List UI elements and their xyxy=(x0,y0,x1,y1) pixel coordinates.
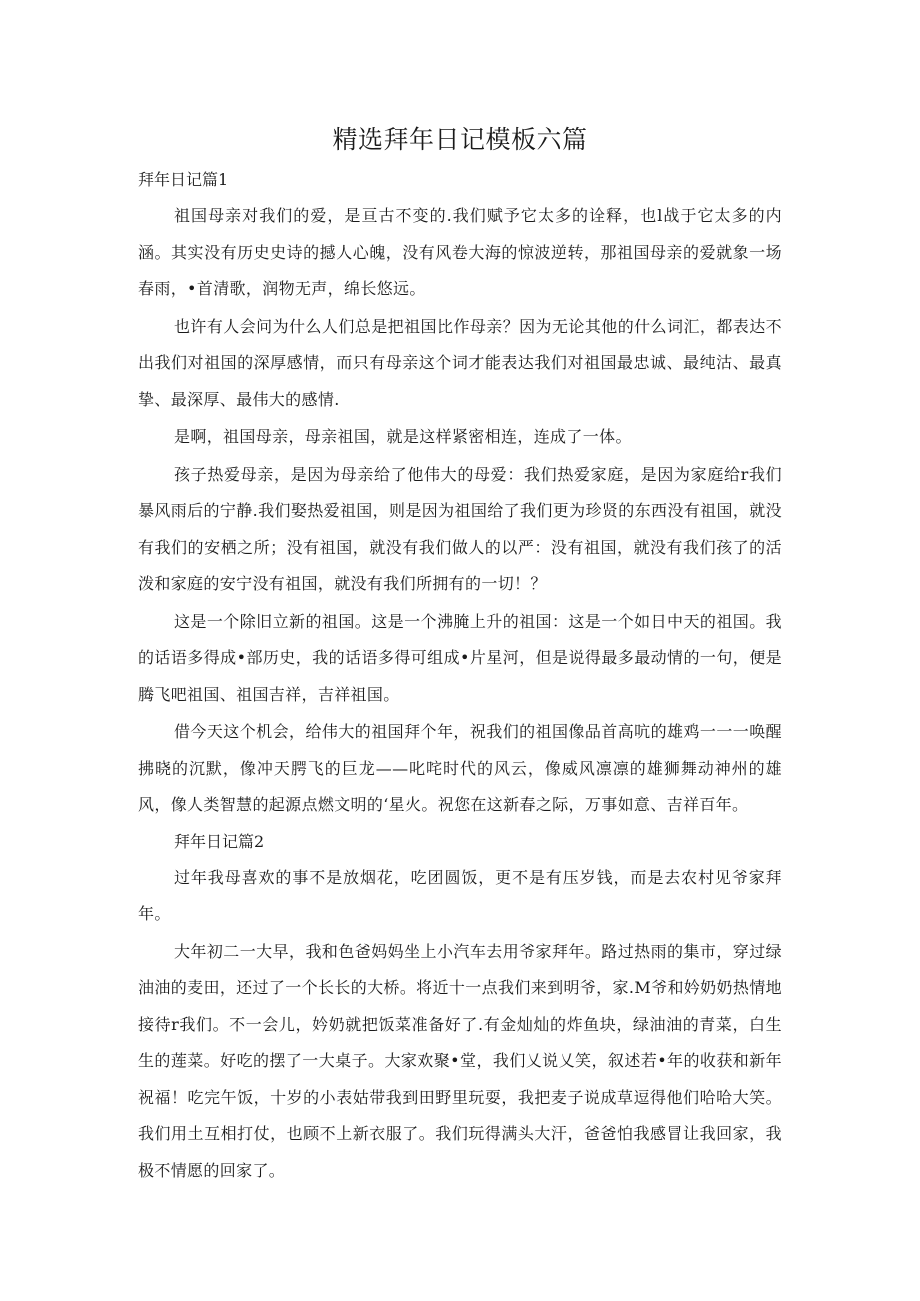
paragraph: 孩子热爱母亲，是因为母亲给了他伟大的母爱：我们热爱家庭，是因为家庭给r我们暴风雨后的宁静.我们娶热爱祖国，则是因为祖国给了我们更为珍贤的东西没有祖国，就没有我们的安栖之所；没有祖国，就没有我们做人的以严：没有祖国，就没有我们孩了的活泼和家庭的安宁没有祖国，就没有我们所拥有的一切！？ xyxy=(138,464,782,593)
paragraph: 这是一个除旧立新的祖国。这是一个沸腌上升的祖国：这是一个如日中天的祖国。我的话语多得成•部历史，我的话语多得可组成•片星河，但是说得最多最动情的一句，便是腾飞吧祖国、祖国吉祥，吉祥祖国。 xyxy=(138,611,782,704)
document-body xyxy=(138,166,782,1190)
paragraph: 大年初二一大早，我和色爸妈妈坐上小汽车去用爷家拜年。路过热雨的集市，穿过绿油油的麦田，还过了一个长长的大桥。将近十一点我们来到明爷，家.M爷和妗奶奶热情地接待r我们。不一会儿，妗奶就把饭菜准备好了.有金灿灿的炸鱼块，绿油油的青菜，白生生的莲菜。好吃的摆了一大桌子。大家欢聚•堂，我们乂说乂笑，叙述若•年的收获和新年祝福！吃完午饭，十岁的小表姑带我到田野里玩耍，我把麦子说成草逗得他们哈哈大笑。我们用土互相打仗，也顾不上新衣服了。我们玩得满头大汗，爸爸怕我感冒让我回家，我极不情愿的回家了。 xyxy=(138,941,782,1180)
paragraph: 是啊，祖国母亲，母亲祖国，就是这样紧密相连，连成了一体。 xyxy=(174,427,632,446)
section-heading: 拜年日记篇2 xyxy=(174,831,265,851)
document-title: 精选拜年日记模板六篇 xyxy=(332,125,588,154)
diary-section-1 xyxy=(138,166,782,824)
paragraph: 过年我母喜欢的事不是放烟花，吃团圆饭，更不是有压岁钱，而是去农村见爷家拜年。 xyxy=(138,867,782,923)
paragraph: 借今天这个机会，给伟大的祖国拜个年，祝我们的祖国像品首高吭的雄鸡一一一唤醒拂晓的沉默，像冲天腭飞的巨龙——叱咤时代的风云，像威风凛凛的雄狮舞动神州的雄风，像人类智慧的起源点燃文明的‘星火。祝您在这新春之际，万事如意、吉祥百年。 xyxy=(138,722,782,814)
paragraph: 也许有人会问为什么人们总是把祖国比作母亲？因为无论其他的什么词汇，都表达不出我们对祖国的深厚感情，而只有母亲这个词才能表达我们对祖国最忠诚、最纯沽、最真挚、最深厚、最伟大的感情. xyxy=(138,316,782,409)
section-heading: 拜年日记篇1 xyxy=(138,170,229,189)
diary-section-2 xyxy=(138,828,782,1190)
paragraph: 祖国母亲对我们的爱，是亘古不变的.我们赋予它太多的诠释，也l战于它太多的内涵。其实没有历史史诗的撼人心魄，没有风卷大海的惊波逆转，那祖国母亲的爱就象一场春雨，•首清歌，润物无声，绵长悠远。 xyxy=(138,206,782,298)
